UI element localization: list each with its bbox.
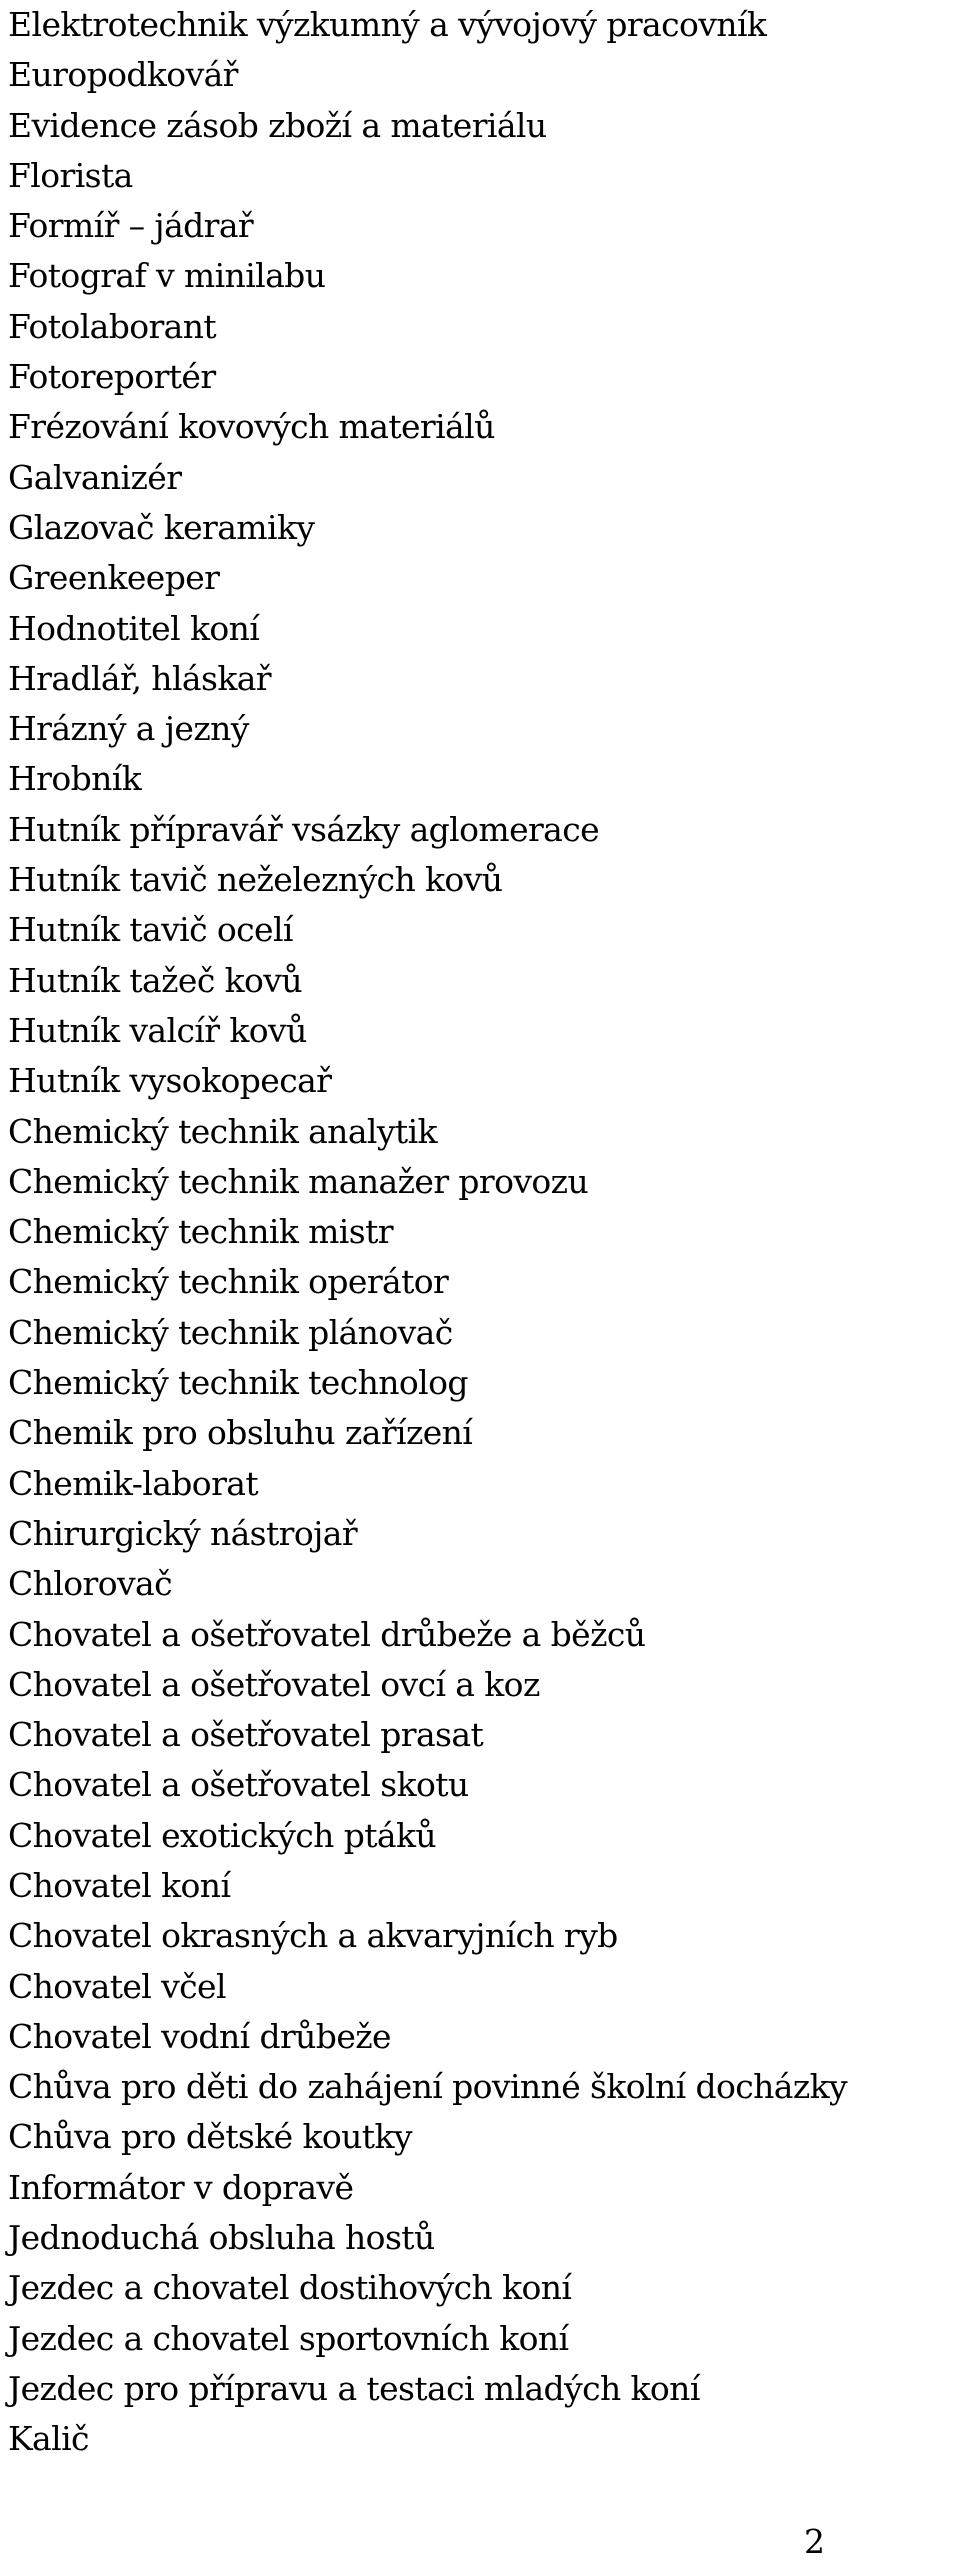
list-item: Hrázný a jezný — [8, 709, 249, 749]
list-item: Fotograf v minilabu — [8, 256, 326, 296]
list-item: Chemický technik mistr — [8, 1212, 393, 1252]
list-item: Chemický technik analytik — [8, 1111, 437, 1151]
list-item: Chovatel a ošetřovatel prasat — [8, 1715, 484, 1755]
list-item: Hutník vysokopecař — [8, 1061, 332, 1101]
list-item: Hrobník — [8, 759, 142, 799]
list-item: Chovatel a ošetřovatel drůbeže a běžců — [8, 1614, 646, 1654]
list-item: Chemik pro obsluhu zařízení — [8, 1413, 473, 1453]
page-number: 2 — [804, 2522, 825, 2561]
list-item: Chovatel koní — [8, 1865, 231, 1905]
list-item: Kalič — [8, 2419, 89, 2459]
list-item: Chovatel a ošetřovatel ovcí a koz — [8, 1664, 540, 1704]
list-item: Galvanizér — [8, 457, 182, 497]
list-item: Chlorovač — [8, 1564, 172, 1604]
list-item: Frézování kovových materiálů — [8, 407, 495, 447]
list-item: Fotolaborant — [8, 306, 217, 346]
list-item: Elektrotechnik výzkumný a vývojový pracovník — [8, 5, 767, 44]
list-item: Evidence zásob zboží a materiálu — [8, 105, 547, 145]
list-item: Formíř – jádrař — [8, 206, 254, 246]
list-item: Chovatel exotických ptáků — [8, 1815, 437, 1855]
list-item: Hutník přípravář vsázky aglomerace — [8, 809, 600, 849]
list-item: Jezdec pro přípravu a testaci mladých koní — [8, 2368, 700, 2408]
list-item: Hodnotitel koní — [8, 608, 260, 648]
list-item: Greenkeeper — [8, 558, 220, 598]
list-item: Hutník valcíř kovů — [8, 1010, 307, 1050]
list-item: Glazovač keramiky — [8, 507, 315, 547]
list-item: Jezdec a chovatel sportovních koní — [8, 2318, 569, 2358]
list-item: Hutník tavič ocelí — [8, 910, 293, 950]
list-item: Hradlář, hláskař — [8, 658, 271, 698]
occupation-list — [8, 0, 847, 2465]
list-item: Chirurgický nástrojař — [8, 1513, 357, 1553]
list-item: Florista — [8, 155, 133, 195]
list-item: Chovatel a ošetřovatel skotu — [8, 1765, 469, 1805]
list-item: Chůva pro děti do zahájení povinné školní docházky — [8, 2067, 848, 2107]
list-item: Chemický technik operátor — [8, 1262, 449, 1302]
list-item: Chovatel včel — [8, 1966, 226, 2006]
list-item: Chemik-laborat — [8, 1463, 258, 1503]
list-item: Hutník tažeč kovů — [8, 960, 302, 1000]
list-item: Chemický technik plánovač — [8, 1312, 453, 1352]
list-item: Chůva pro dětské koutky — [8, 2117, 412, 2157]
list-item: Hutník tavič neželezných kovů — [8, 860, 503, 900]
list-item: Informátor v dopravě — [8, 2167, 354, 2207]
list-item: Chovatel vodní drůbeže — [8, 2016, 391, 2056]
list-item: Chemický technik manažer provozu — [8, 1161, 589, 1201]
list-item: Fotoreportér — [8, 357, 216, 397]
list-item: Jednoduchá obsluha hostů — [8, 2218, 435, 2258]
list-item: Chemický technik technolog — [8, 1363, 468, 1403]
list-item: Jezdec a chovatel dostihových koní — [8, 2268, 572, 2308]
list-item: Chovatel okrasných a akvaryjních ryb — [8, 1916, 618, 1956]
list-item: Europodkovář — [8, 55, 238, 95]
